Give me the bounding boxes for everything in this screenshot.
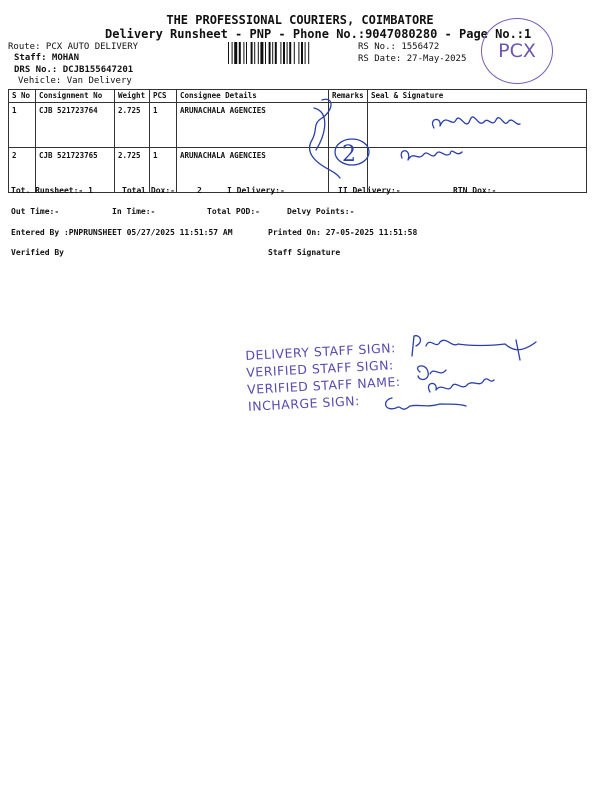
col-remarks: Remarks (329, 90, 368, 103)
cell-pcs: 1 (150, 148, 177, 193)
delivery-staff-sign-label: DELIVERY STAFF SIGN: (245, 340, 397, 363)
col-sno: S No (9, 90, 36, 103)
cell-consignee: ARUNACHALA AGENCIES (177, 103, 329, 148)
rtn-dox: RTN Dox:- (453, 186, 497, 195)
verified-staff-signature (418, 366, 446, 380)
total-dox-label: Total Dox:- (122, 186, 175, 195)
ii-delivery: II Delivery:- (338, 186, 401, 195)
signature-row1 (432, 117, 520, 128)
staff-signature-label: Staff Signature (268, 248, 341, 257)
drs-number: DRS No.: DCJB155647201 (14, 65, 134, 75)
delvy-points: Delvy Points:- (287, 207, 355, 216)
pcx-stamp: PCX (481, 18, 553, 84)
verified-staff-sign-label: VERIFIED STAFF SIGN: (245, 357, 395, 380)
cell-consignee: ARUNACHALA AGENCIES (177, 148, 329, 193)
cell-weight: 2.725 (115, 103, 150, 148)
col-weight: Weight (115, 90, 150, 103)
rs-date: RS Date: 27-May-2025 (358, 54, 467, 64)
out-time: Out Time:- (11, 207, 60, 216)
verified-staff-name-label: VERIFIED STAFF NAME: (246, 373, 401, 397)
col-pcs: PCS (150, 90, 177, 103)
col-seal-signature: Seal & Signature (368, 90, 587, 103)
runsheet-subtitle: Delivery Runsheet - PNP - Phone No.:9047080280 - Page No.:1 (105, 27, 532, 41)
cell-weight: 2.725 (115, 148, 150, 193)
staff-label: Staff: MOHAN (14, 53, 80, 63)
signature-row2 (401, 151, 462, 160)
cell-pcs: 1 (150, 103, 177, 148)
company-title: THE PROFESSIONAL COURIERS, COIMBATORE (166, 13, 434, 27)
in-time: In Time:- (112, 207, 156, 216)
cell-consignment: CJB 521723764 (36, 103, 115, 148)
cell-consignment: CJB 521723765 (36, 148, 115, 193)
total-pod: Total POD:- (207, 207, 260, 216)
incharge-signature (386, 398, 466, 409)
i-delivery: I Delivery:- (227, 186, 285, 195)
rs-number: RS No.: 1556472 (358, 42, 440, 52)
cell-sno: 2 (9, 148, 36, 193)
verified-by: Verified By (11, 248, 64, 257)
bracket-scribble (310, 99, 340, 178)
entered-by: Entered By :PNPRUNSHEET 05/27/2025 11:51:57 AM (11, 228, 233, 237)
cell-sno: 1 (9, 103, 36, 148)
delivery-staff-signature (412, 336, 536, 360)
printed-on: Printed On: 27-05-2025 11:51:58 (268, 228, 418, 237)
col-consignment: Consignment No (36, 90, 115, 103)
verified-staff-name-signature (428, 379, 494, 392)
col-consignee: Consignee Details (177, 90, 329, 103)
vehicle-label: Vehicle: Van Delivery (18, 76, 132, 86)
tot-runsheet: Tot. Runsheet:- 1 (11, 186, 93, 195)
total-dox-value: 2 (197, 186, 202, 195)
route-label: Route: PCX AUTO DELIVERY (8, 42, 139, 52)
remark-mark: 2 (342, 142, 356, 167)
incharge-sign-label: INCHARGE SIGN: (247, 393, 361, 414)
